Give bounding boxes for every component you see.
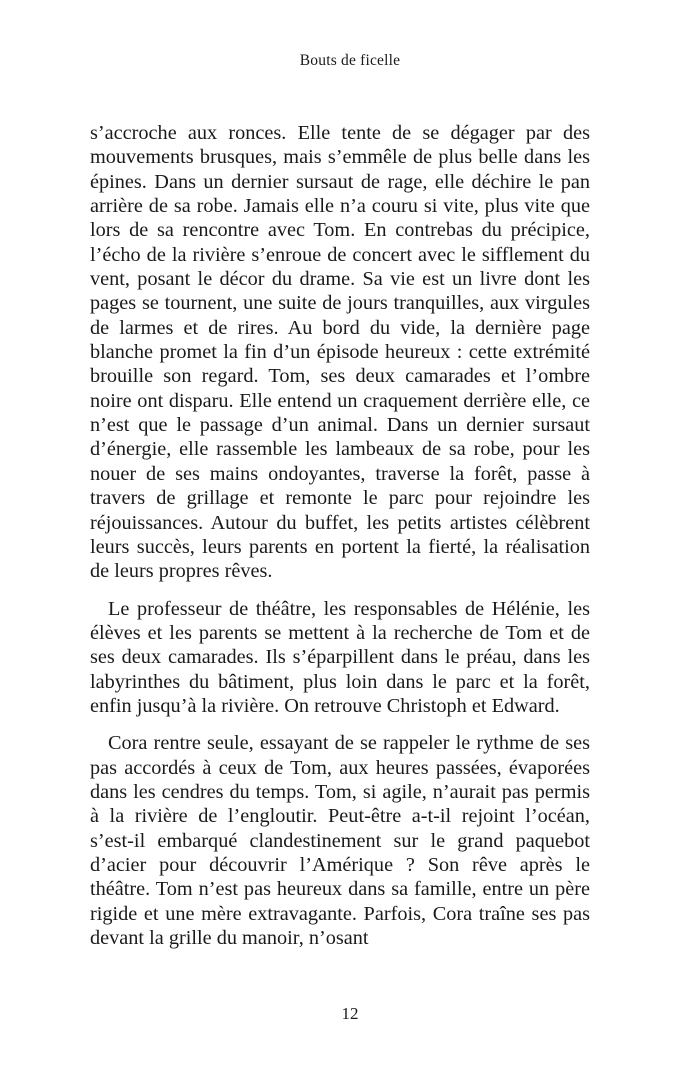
paragraph-2: Le professeur de théâtre, les responsables de Hélénie, les élèves et les parents se mettent à la recherche de Tom et de ses deux camarades. Ils s’éparpillent dans le préau, dans les labyrinthes du bâtiment, plus loin dans le parc et la forêt, enfin jusqu’à la rivière. On retrouve Christoph et Edward.: [90, 597, 590, 717]
paragraph-1: s’accroche aux ronces. Elle tente de se dégager par des mouvements brusques, mais s’emmêle de plus belle dans les épines. Dans un dernier sursaut de rage, elle déchire le pan arrière de sa robe. Jamais elle n’a couru si vite, plus vite que lors de sa rencontre avec Tom. En contrebas du précipice, l’écho de la rivière s’enroue de concert avec le sifflement du vent, posant le décor du drame. Sa vie est un livre dont les pages se tournent, une suite de jours tranquilles, aux virgules de larmes et de rires. Au bord du vide, la dernière page blanche promet la fin d’un épisode heureux : cette extrémité brouille son regard. Tom, ses deux camarades et l’ombre noire ont disparu. Elle entend un craquement derrière elle, ce n’est que le passage d’un animal. Dans un dernier sursaut d’énergie, elle rassemble les lambeaux de sa robe, pour les nouer de ses mains ondoyantes, traverse la forêt, passe à travers de grillage et remonte le parc pour rejoindre les réjouissances. Autour du buffet, les petits artistes célèbrent leurs succès, leurs parents en portent la fierté, la réalisation de leurs propres rêves.: [90, 122, 590, 583]
paragraph-3: Cora rentre seule, essayant de se rappeler le rythme de ses pas accordés à ceux de Tom, aux heures passées, évaporées dans les cendres du temps. Tom, si agile, n’aurait pas permis à la rivière de l’engloutir. Peut-être a-t-il rejoint l’océan, s’est-il embarqué clandestinement sur le grand paquebot d’acier pour découvrir l’Amérique ? Son rêve après le théâtre. Tom n’est pas heureux dans sa famille, entre un père rigide et une mère extravagante. Parfois, Cora traîne ses pas devant la grille du manoir, n’osant: [90, 732, 590, 949]
page-number: 12: [341, 1004, 359, 1023]
body-text: [90, 121, 590, 950]
running-header: Bouts de ficelle: [299, 52, 401, 69]
